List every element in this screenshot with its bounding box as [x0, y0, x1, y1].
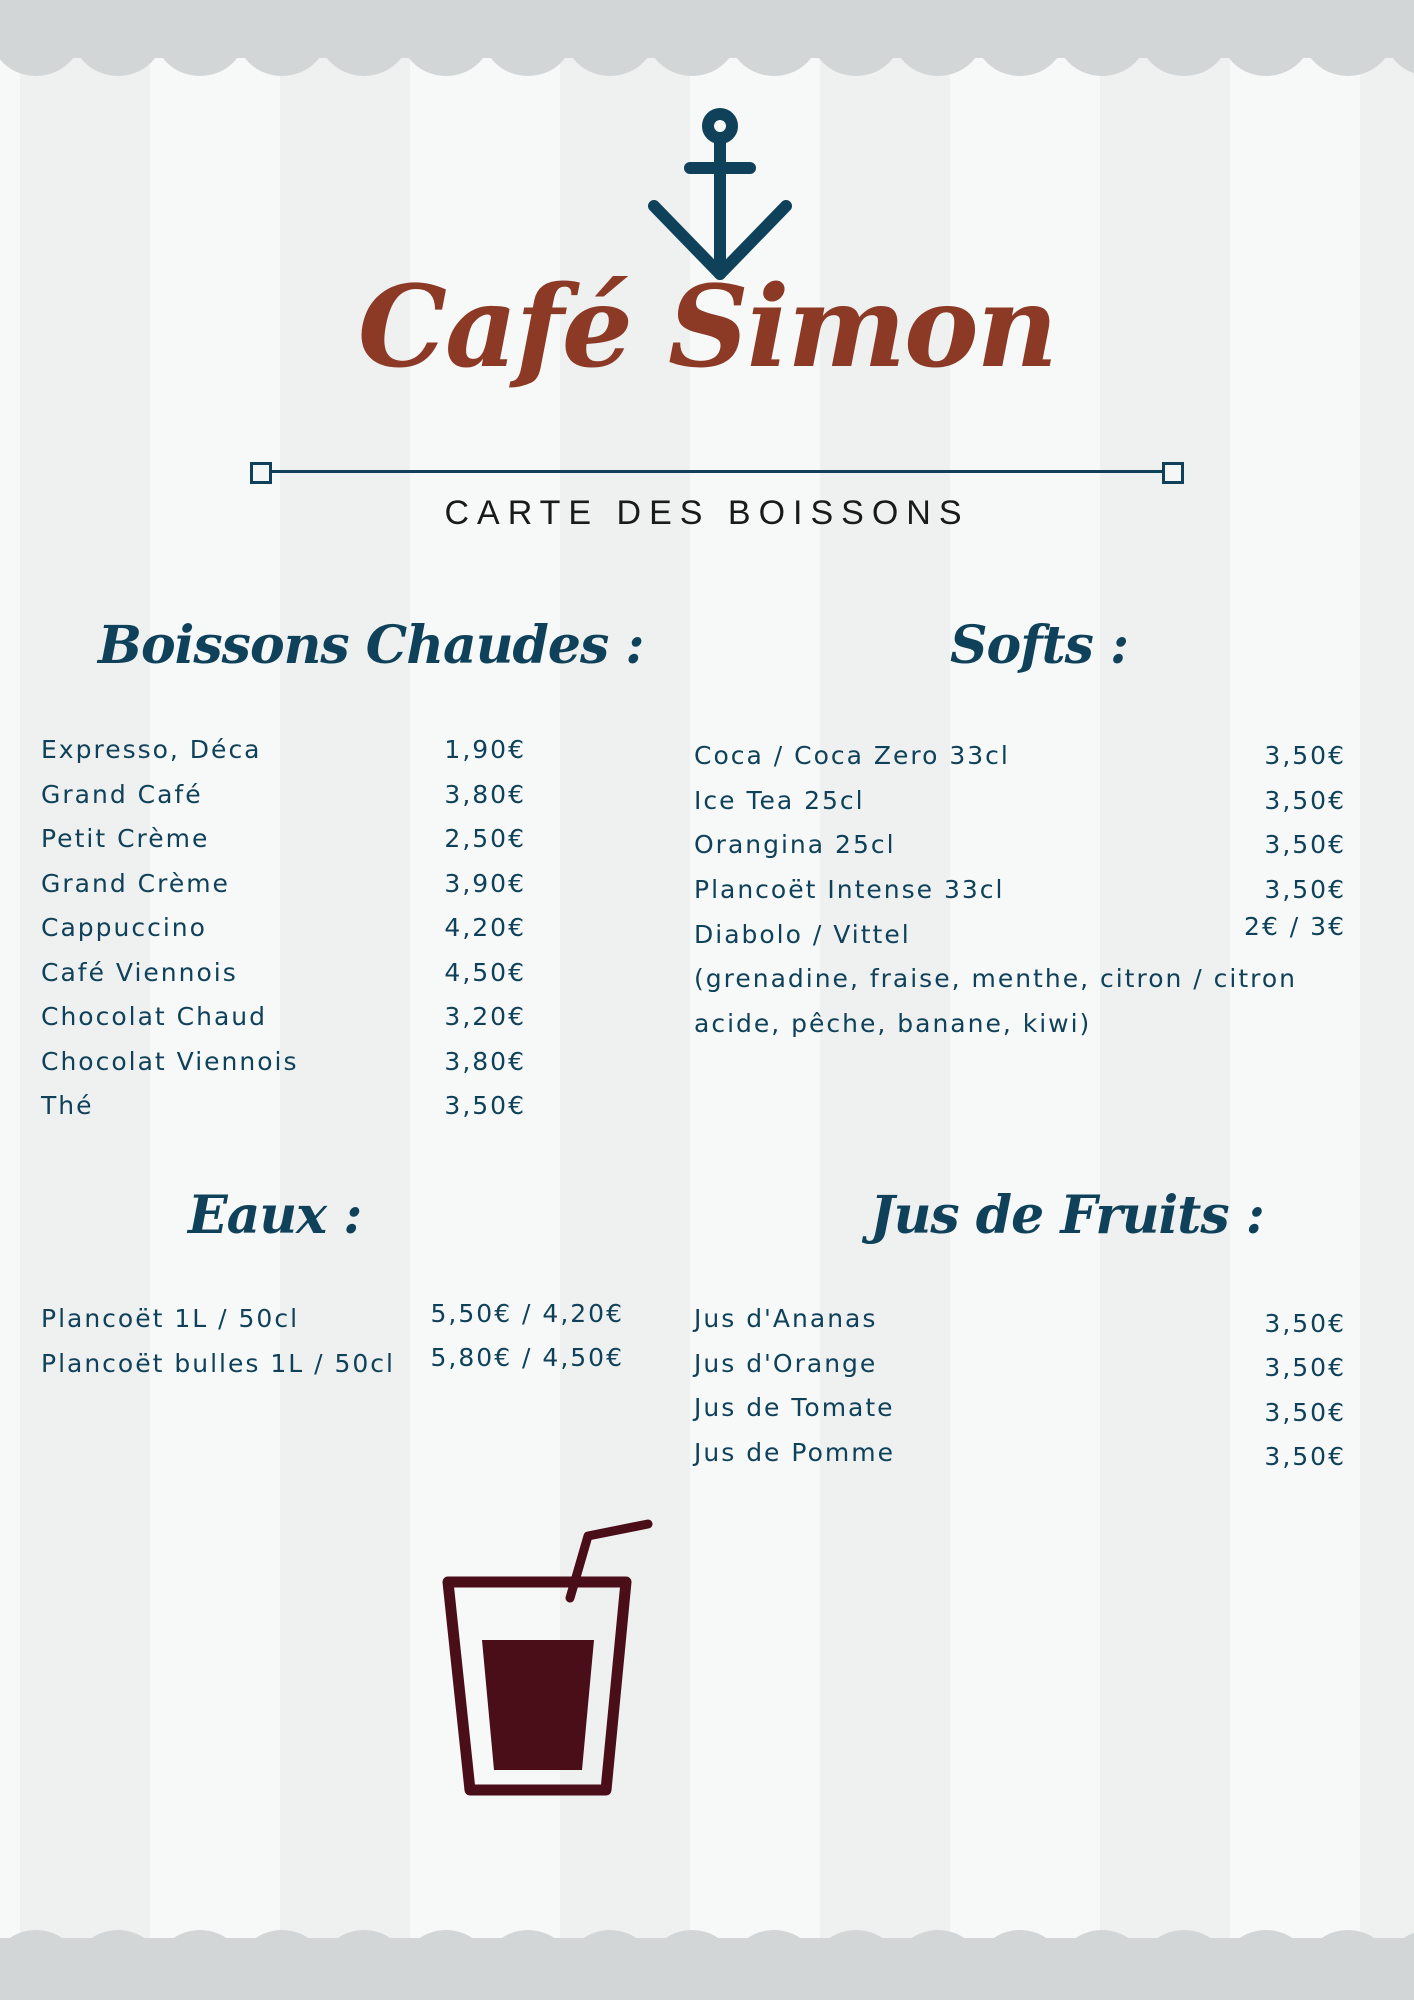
menu-item-name: Orangina 25cl	[694, 830, 896, 859]
menu-item-name: Plancoët 1L / 50cl	[41, 1304, 300, 1333]
menu-item-price: 3,90€	[444, 869, 526, 898]
drink-glass-icon	[440, 1518, 660, 1800]
menu-item-price: 3,80€	[444, 1047, 526, 1076]
page-title: Café Simon	[357, 262, 1057, 393]
section-title-waters: Eaux :	[188, 1185, 362, 1246]
menu-item-price: 3,50€	[1264, 1442, 1346, 1471]
menu-item-name: Grand Café	[41, 780, 203, 809]
menu-item-price: 3,50€	[1264, 1309, 1346, 1338]
menu-item-name: Expresso, Déca	[41, 735, 262, 764]
bottom-scallop-edge	[0, 1910, 1414, 1980]
menu-item-name: Cappuccino	[41, 913, 207, 942]
menu-item-name: Grand Crème	[41, 869, 230, 898]
menu-item-name: Jus d'Ananas	[694, 1304, 878, 1333]
menu-item-name: Plancoët bulles 1L / 50cl	[41, 1349, 395, 1378]
menu-item-name: Jus d'Orange	[694, 1349, 878, 1378]
menu-item-name: Jus de Pomme	[694, 1438, 895, 1467]
menu-item-price: 3,50€	[1264, 875, 1346, 904]
menu-item-name: Café Viennois	[41, 958, 238, 987]
top-scallop-edge	[0, 18, 1414, 88]
menu-item-name: Ice Tea 25cl	[694, 786, 865, 815]
menu-item-price: 3,20€	[444, 1002, 526, 1031]
title-divider	[250, 460, 1184, 482]
menu-item-price: 4,20€	[444, 913, 526, 942]
menu-item-note: acide, pêche, banane, kiwi)	[694, 1009, 1092, 1038]
menu-item-price: 4,50€	[444, 958, 526, 987]
menu-subtitle: CARTE DES BOISSONS	[444, 494, 970, 532]
menu-item-name: Plancoët Intense 33cl	[694, 875, 1005, 904]
menu-item-price: 3,80€	[444, 780, 526, 809]
menu-item-name: Thé	[41, 1091, 94, 1120]
menu-item-name: Jus de Tomate	[694, 1393, 895, 1422]
menu-item-price: 3,50€	[444, 1091, 526, 1120]
menu-item-name: Petit Crème	[41, 824, 210, 853]
menu-item-price: 3,50€	[1264, 741, 1346, 770]
anchor-icon	[646, 106, 794, 284]
menu-item-price: 2€ / 3€	[1244, 912, 1346, 941]
section-title-hot-drinks: Boissons Chaudes :	[98, 615, 644, 676]
menu-item-price: 3,50€	[1264, 1398, 1346, 1427]
menu-item-name: Chocolat Viennois	[41, 1047, 299, 1076]
menu-item-note: (grenadine, fraise, menthe, citron / citron	[694, 964, 1298, 993]
menu-item-price: 3,50€	[1264, 830, 1346, 859]
section-title-softs: Softs :	[950, 615, 1129, 676]
menu-item-price: 2,50€	[444, 824, 526, 853]
menu-item-name: Chocolat Chaud	[41, 1002, 267, 1031]
menu-item-name: Coca / Coca Zero 33cl	[694, 741, 1010, 770]
menu-item-price: 3,50€	[1264, 786, 1346, 815]
section-title-juices: Jus de Fruits :	[870, 1185, 1264, 1246]
menu-item-price: 5,80€ / 4,50€	[430, 1343, 624, 1372]
menu-item-price: 1,90€	[444, 735, 526, 764]
menu-item-price: 3,50€	[1264, 1353, 1346, 1382]
menu-item-price: 5,50€ / 4,20€	[430, 1299, 624, 1328]
menu-item-name: Diabolo / Vittel	[694, 920, 911, 949]
